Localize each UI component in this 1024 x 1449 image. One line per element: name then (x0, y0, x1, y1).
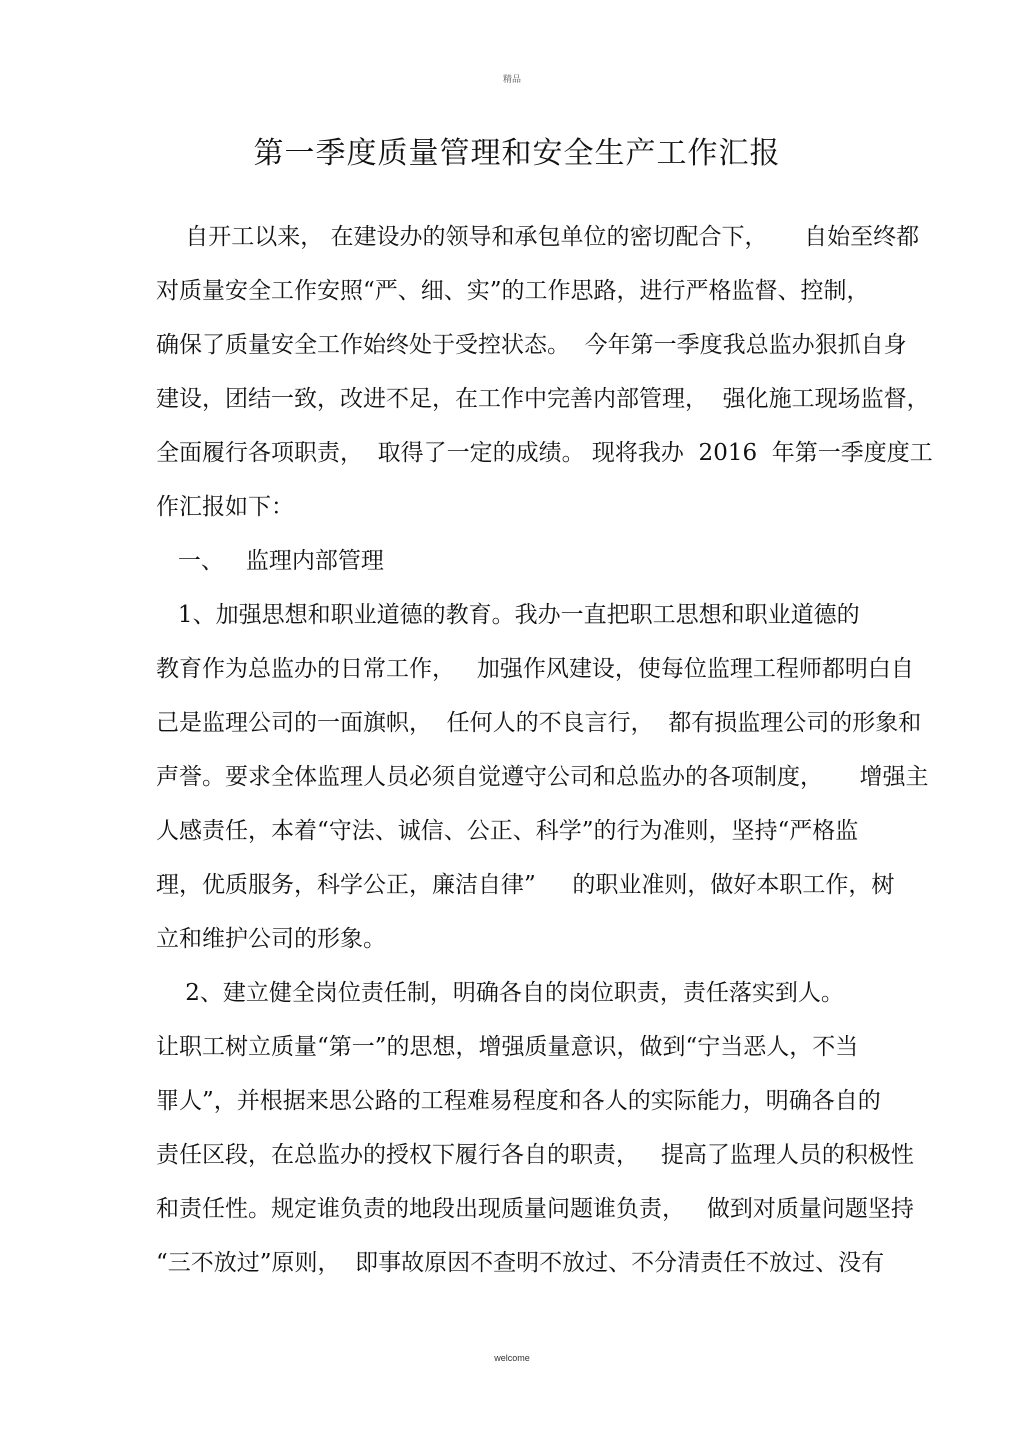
body-line: 罪人”，并根据来思公路的工程难易程度和各人的实际能力，明确各自的 (156, 1088, 881, 1114)
header-watermark: 精品 (502, 75, 521, 85)
body-line: 建设，团结一致，改进不足，在工作中完善内部管理， 强化施工现场监督， (156, 386, 930, 412)
body-line: 确保了质量安全工作始终处于受控状态。 今年第一季度我总监办狠抓自身 (156, 332, 907, 358)
body-line: 立和维护公司的形象。 (156, 926, 386, 952)
body-line: 教育作为总监办的日常工作， 加强作风建设，使每位监理工程师都明白自 (156, 656, 914, 682)
body-line: 人感责任，本着“守法、诚信、公正、科学”的行为准则，坚持“严格监 (156, 818, 859, 844)
body-line: 理，优质服务，科学公正，廉洁自律” 的职业准则，做好本职工作，树 (156, 872, 895, 898)
document-title: 第一季度质量管理和安全生产工作汇报 (253, 136, 781, 171)
body-line: 1、加强思想和职业道德的教育。我办一直把职工思想和职业道德的 (156, 602, 860, 628)
body-line: 对质量安全工作安照“严、细、实”的工作思路，进行严格监督、控制， (156, 278, 870, 304)
body-line: 让职工树立质量“第一”的思想，增强质量意识，做到“宁当恶人，不当 (156, 1034, 859, 1060)
body-line: 全面履行各项职责， 取得了一定的成绩。 现将我办 2016 年第一季度度工 (156, 440, 933, 466)
body-line: “三不放过”原则， 即事故原因不查明不放过、不分清责任不放过、没有 (156, 1250, 885, 1276)
body-line: 2、建立健全岗位责任制，明确各自的岗位职责，责任落实到人。 (156, 980, 844, 1006)
footer-watermark: welcome (494, 1353, 530, 1363)
body-line: 声誉。要求全体监理人员必须自觉遵守公司和总监办的各项制度， 增强主 (156, 764, 929, 790)
body-line: 责任区段，在总监办的授权下履行各自的职责， 提高了监理人员的积极性 (156, 1142, 914, 1168)
body-line: 自开工以来， 在建设办的领导和承包单位的密切配合下， 自始至终都 (156, 224, 920, 250)
body-line: 和责任性。规定谁负责的地段出现质量问题谁负责， 做到对质量问题坚持 (156, 1196, 914, 1222)
body-line: 作汇报如下： (156, 494, 294, 520)
section-heading: 一、 监理内部管理 (156, 548, 384, 574)
body-line: 己是监理公司的一面旗帜， 任何人的不良言行， 都有损监理公司的形象和 (156, 710, 922, 736)
